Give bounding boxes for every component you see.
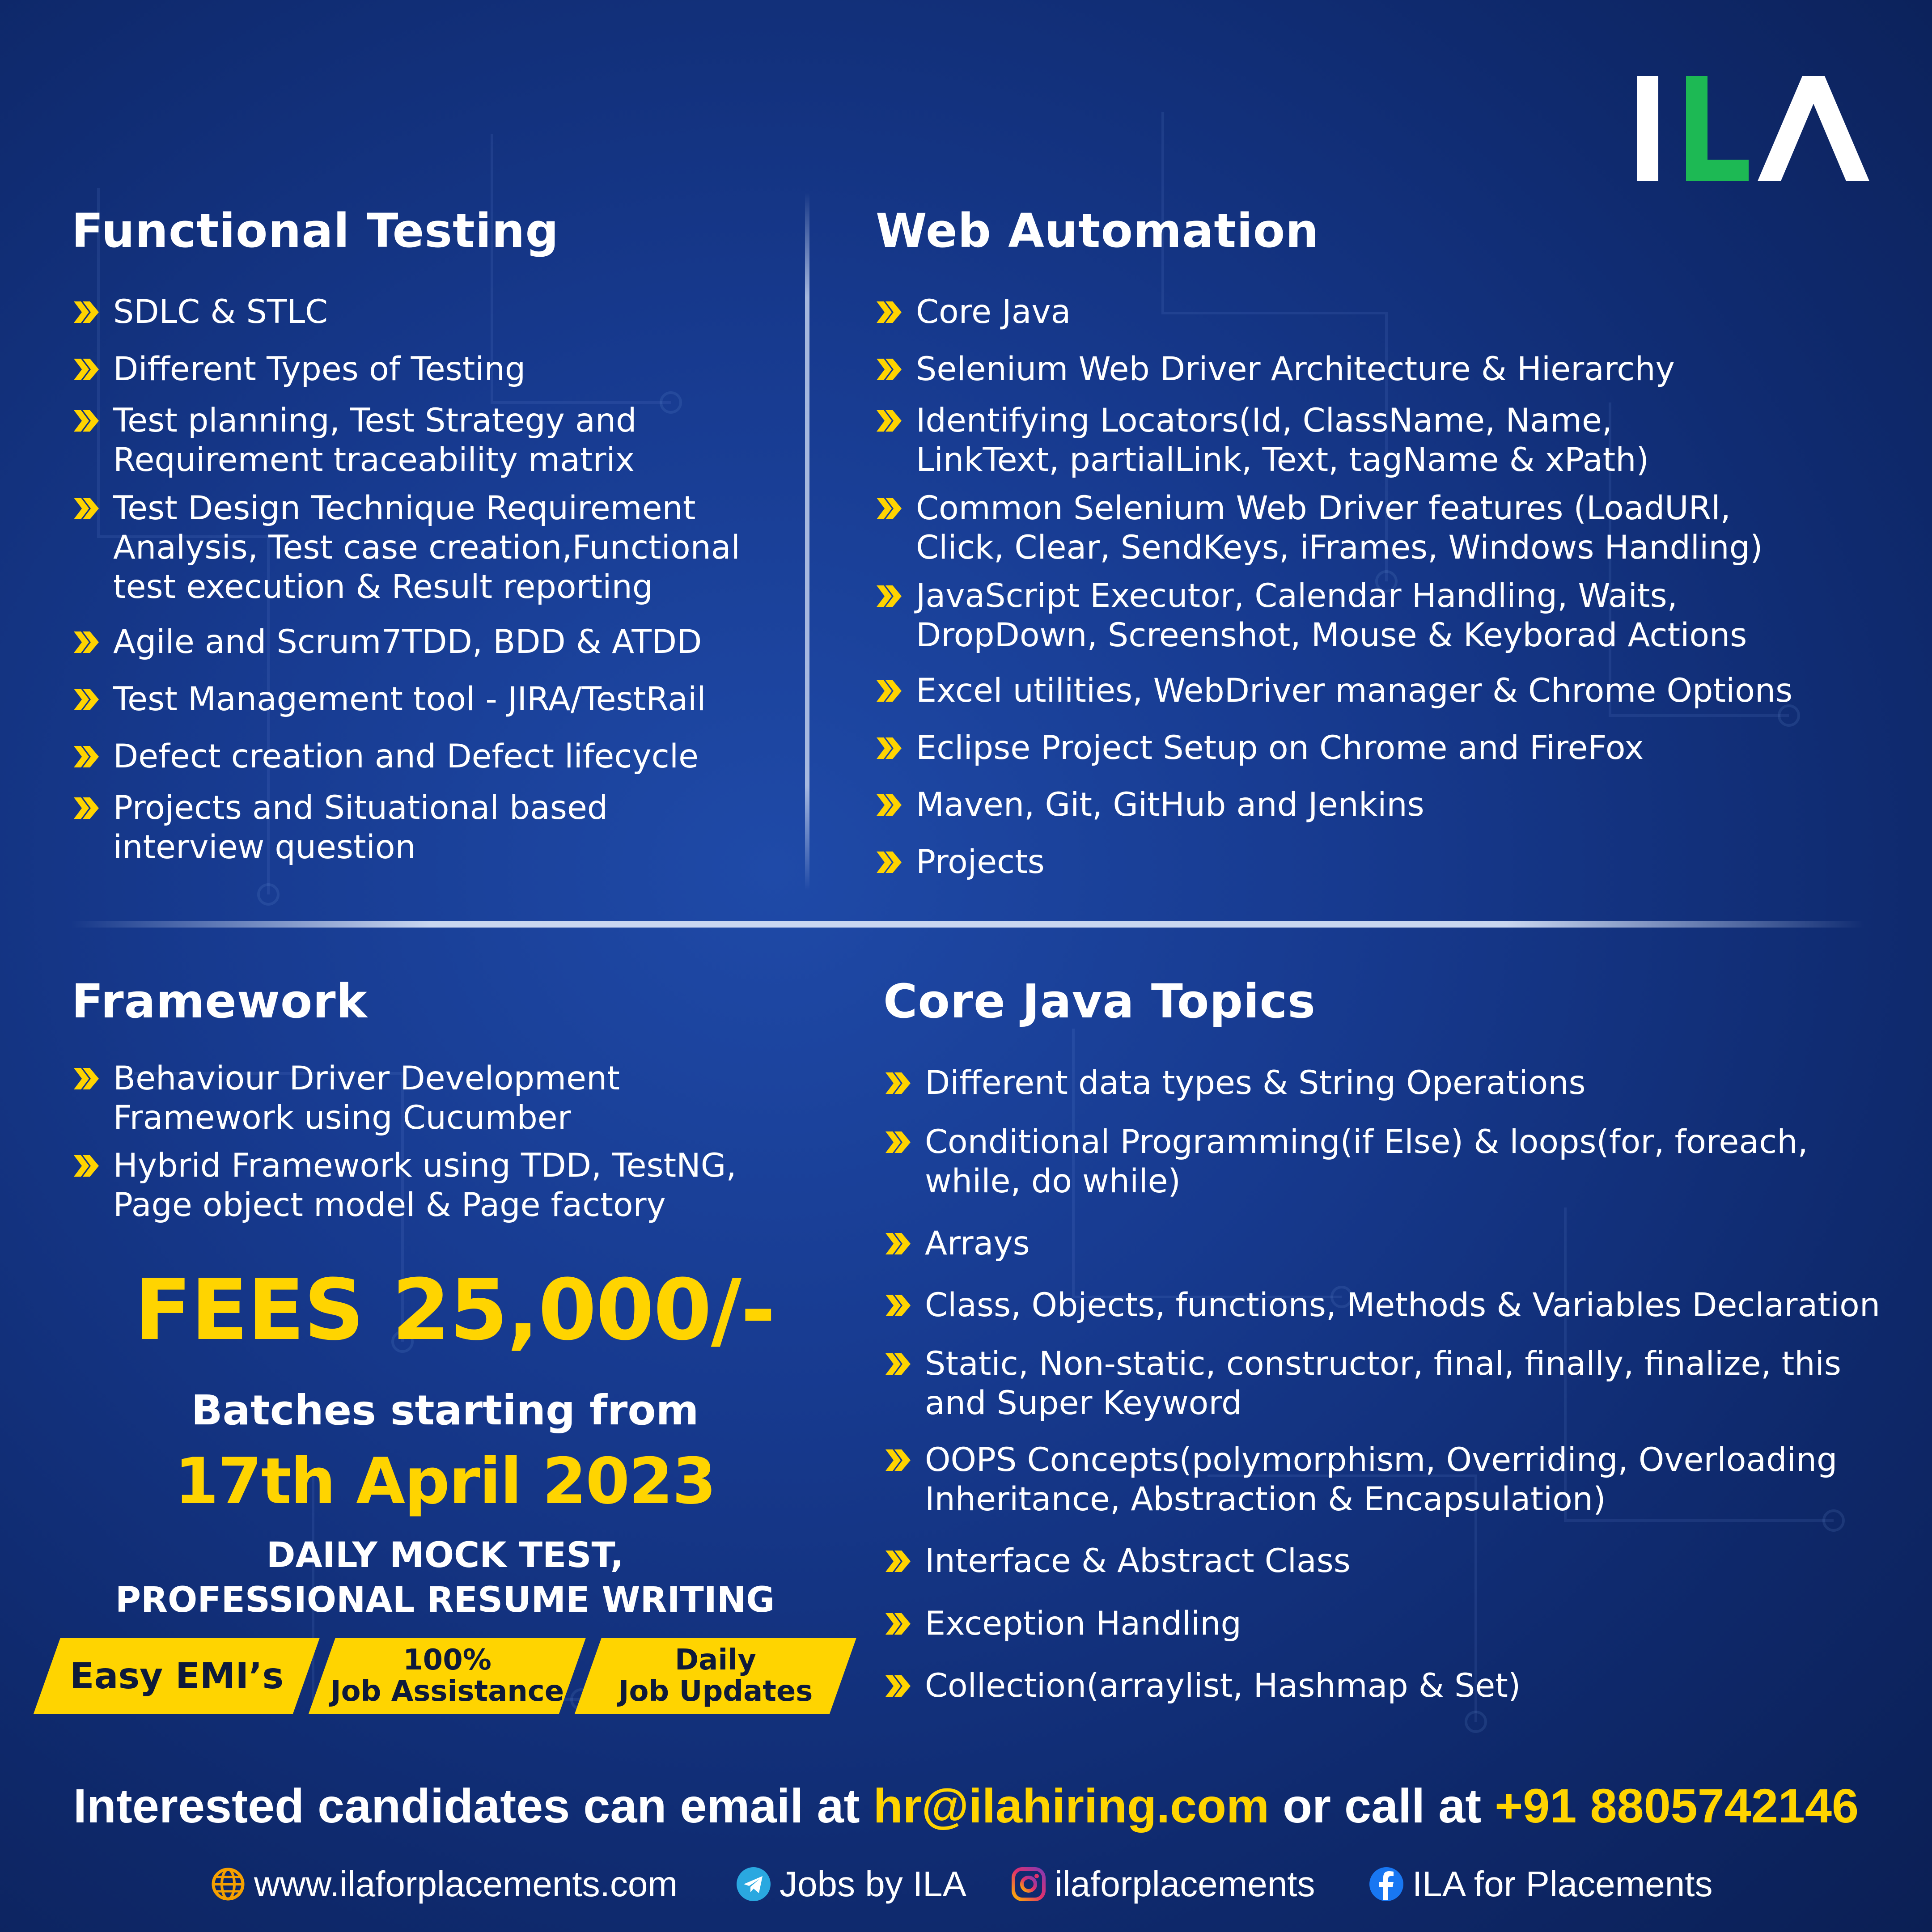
chevron-bullet-icon: [876, 357, 902, 382]
chevron-bullet-icon: [876, 408, 902, 433]
facebook-icon: [1368, 1866, 1404, 1902]
chevron-bullet-icon: [73, 630, 100, 655]
list-item: Defect creation and Defect lifecycle: [113, 737, 699, 775]
list-item: Agile and Scrum7TDD, BDD & ATDD: [113, 623, 702, 661]
chevron-bullet-icon: [885, 1231, 911, 1256]
logo-letter-a: [1758, 76, 1869, 181]
phone-link[interactable]: +91 8805742146: [1495, 1779, 1859, 1833]
list-item: Projects and Situational based interview question: [113, 789, 608, 866]
chevron-bullet-icon: [885, 1130, 911, 1155]
list-item: Test Management tool - JIRA/TestRail: [113, 680, 706, 718]
list-item: SDLC & STLC: [113, 293, 328, 331]
badge-job-assistance: 100% Job Assistance: [309, 1638, 586, 1714]
chevron-bullet-icon: [73, 357, 100, 382]
horizontal-divider: [72, 921, 1865, 928]
list-item: Maven, Git, GitHub and Jenkins: [916, 786, 1424, 824]
chevron-bullet-icon: [876, 300, 902, 325]
list-item: Hybrid Framework using TDD, TestNG, Page object model & Page factory: [113, 1147, 737, 1224]
list-item: OOPS Concepts(polymorphism, Overriding, Overloading Inheritance, Abstraction & Encapsulation): [925, 1441, 1838, 1518]
chevron-bullet-icon: [876, 584, 902, 609]
badge-easy-emi: Easy EMI’s: [34, 1638, 320, 1714]
chevron-bullet-icon: [885, 1293, 911, 1318]
chevron-bullet-icon: [876, 850, 902, 875]
fees-amount: FEES 25,000/-: [134, 1261, 775, 1359]
chevron-bullet-icon: [73, 496, 100, 521]
chevron-bullet-icon: [876, 736, 902, 761]
list-item: Excel utilities, WebDriver manager & Chrome Options: [916, 672, 1793, 710]
list-item: Interface & Abstract Class: [925, 1542, 1351, 1580]
functional-testing-title: Functional Testing: [72, 203, 559, 258]
batches-label: Batches starting from: [191, 1386, 699, 1434]
chevron-bullet-icon: [73, 1153, 100, 1178]
chevron-bullet-icon: [885, 1071, 911, 1096]
contact-line: Interested candidates can email at hr@ilahiring.com or call at +91 8805742146: [73, 1779, 1859, 1833]
chevron-bullet-icon: [885, 1674, 911, 1699]
chevron-bullet-icon: [876, 678, 902, 703]
globe-icon: [210, 1866, 246, 1902]
web-automation-title: Web Automation: [876, 203, 1319, 258]
core-java-title: Core Java Topics: [883, 974, 1316, 1029]
list-item: Different Types of Testing: [113, 350, 526, 388]
telegram-icon: [736, 1866, 771, 1902]
framework-title: Framework: [72, 974, 368, 1029]
list-item: Common Selenium Web Driver features (LoadURl, Click, Clear, SendKeys, iFrames, Windows Handling): [916, 489, 1763, 567]
list-item: Test Design Technique Requirement Analysis, Test case creation,Functional test execution & Result reporting: [113, 489, 740, 606]
list-item: Identifying Locators(Id, ClassName, Name, LinkText, partialLink, Text, tagName & xPath): [916, 402, 1649, 479]
website-link[interactable]: www.ilaforplacements.com: [210, 1864, 678, 1904]
list-item: Collection(arraylist, Hashmap & Set): [925, 1667, 1521, 1705]
batch-start-date: 17th April 2023: [174, 1445, 716, 1518]
extras-text: [0, 1533, 890, 1623]
chevron-bullet-icon: [73, 744, 100, 769]
list-item: Static, Non-static, constructor, final, finally, finalize, this and Super Keyword: [925, 1345, 1841, 1422]
chevron-bullet-icon: [73, 300, 100, 325]
chevron-bullet-icon: [73, 408, 100, 433]
chevron-bullet-icon: [73, 796, 100, 821]
extras-line-1: DAILY MOCK TEST,: [266, 1535, 624, 1576]
instagram-icon: [1011, 1866, 1046, 1902]
list-item: Arrays: [925, 1224, 1030, 1263]
chevron-bullet-icon: [876, 496, 902, 521]
email-link[interactable]: hr@ilahiring.com: [873, 1779, 1270, 1833]
list-item: Exception Handling: [925, 1605, 1241, 1643]
list-item: Selenium Web Driver Architecture & Hierarchy: [916, 350, 1675, 388]
list-item: JavaScript Executor, Calendar Handling, Waits, DropDown, Screenshot, Mouse & Keyborad Actions: [916, 577, 1747, 654]
vertical-divider: [805, 192, 809, 890]
extras-line-2: PROFESSIONAL RESUME WRITING: [115, 1580, 775, 1620]
chevron-bullet-icon: [885, 1352, 911, 1377]
logo-letter-i: [1637, 76, 1658, 181]
chevron-bullet-icon: [73, 1066, 100, 1091]
list-item: Behaviour Driver Development Framework using Cucumber: [113, 1059, 620, 1137]
list-item: Conditional Programming(if Else) & loops(for, foreach, while, do while): [925, 1123, 1808, 1200]
list-item: Class, Objects, functions, Methods & Variables Declaration: [925, 1286, 1881, 1324]
ila-logo: [1637, 76, 1869, 183]
badge-job-updates: Daily Job Updates: [575, 1638, 856, 1714]
chevron-bullet-icon: [73, 687, 100, 712]
list-item: Core Java: [916, 293, 1071, 331]
instagram-link[interactable]: ilaforplacements: [1011, 1864, 1315, 1904]
list-item: Eclipse Project Setup on Chrome and FireFox: [916, 729, 1644, 767]
list-item: Different data types & String Operations: [925, 1064, 1586, 1102]
telegram-link[interactable]: Jobs by ILA: [736, 1864, 966, 1904]
chevron-bullet-icon: [876, 792, 902, 818]
facebook-link[interactable]: ILA for Placements: [1368, 1864, 1712, 1904]
list-item: Projects: [916, 843, 1045, 881]
list-item: Test planning, Test Strategy and Requirement traceability matrix: [113, 402, 637, 479]
